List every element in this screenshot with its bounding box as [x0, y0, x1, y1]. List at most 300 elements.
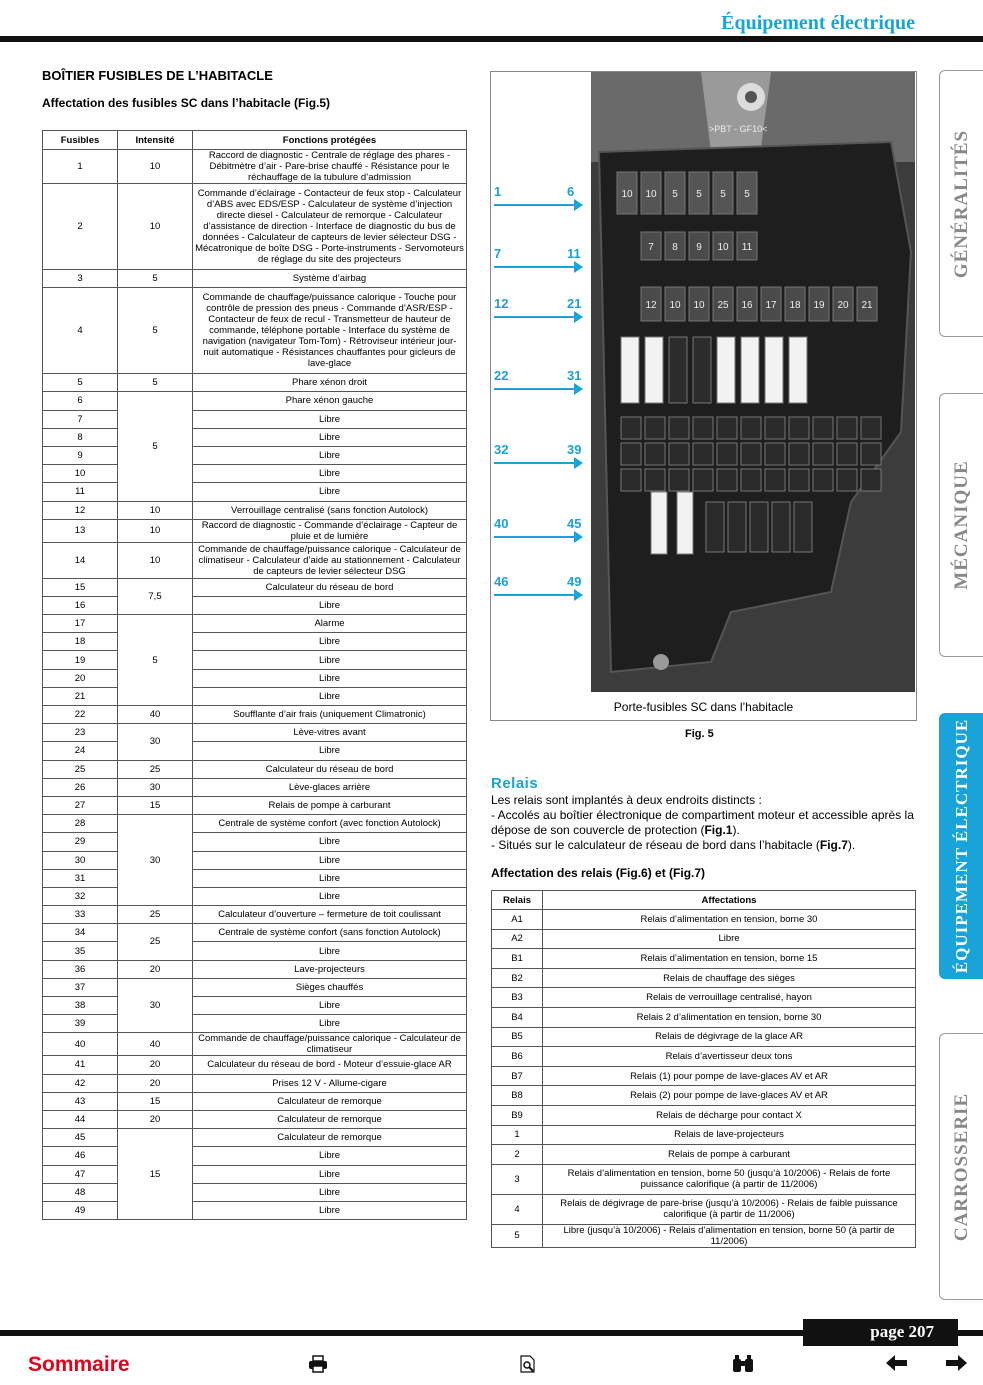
table-row [43, 1183, 467, 1201]
fuse-amperage: 30 [118, 978, 193, 1033]
table-row [492, 1145, 916, 1165]
fuse-slot [765, 337, 783, 403]
range-start-label: 32 [494, 442, 509, 457]
fuse-number: 12 [43, 501, 118, 519]
fuse-slot-label: 16 [741, 300, 753, 311]
fuse-number: 36 [43, 960, 118, 978]
fuse-slot-label: 17 [765, 300, 777, 311]
fuse-table-header [43, 131, 467, 150]
table-row [43, 815, 467, 833]
side-tab-label: GÉNÉRALITÉS [951, 129, 972, 278]
fuse-amperage: 20 [118, 1110, 193, 1128]
fuse-amperage: 25 [118, 924, 193, 960]
relay-assignment: Relais de pompe à carburant [543, 1145, 916, 1165]
table-row [43, 1165, 467, 1183]
table-row [43, 501, 467, 519]
fuse-function: Libre [193, 742, 467, 760]
fuse-slot-label: 18 [789, 300, 801, 311]
fuse-function: Calculateur d’ouverture – fermeture de toit coulissant [193, 906, 467, 924]
relay-assignment: Relais d’alimentation en tension, borne 50 (jusqu’à 10/2006) - Relais de forte puissance calorifique (à partir de 11/2006) [543, 1164, 916, 1194]
relais-title [491, 775, 538, 792]
fuse-function: Libre [193, 669, 467, 687]
relay-id: B5 [492, 1027, 543, 1047]
fuse-slot [693, 417, 713, 439]
fuse-number: 34 [43, 924, 118, 942]
fuse-slot-label: 5 [720, 189, 726, 200]
relay-assignment: Relais de verrouillage centralisé, hayon [543, 988, 916, 1008]
col-header-fuse: Fusibles [43, 131, 118, 150]
section-title: BOÎTIER FUSIBLES DE L’HABITACLE [42, 68, 273, 83]
fuse-slot-label: 10 [621, 189, 633, 200]
fuse-number: 19 [43, 651, 118, 669]
sommaire-link[interactable]: Sommaire [28, 1353, 130, 1376]
fuse-slot-label: 10 [645, 189, 657, 200]
fuse-number: 3 [43, 270, 118, 288]
fuse-number: 32 [43, 887, 118, 905]
fuse-slot [741, 337, 759, 403]
fuse-number: 21 [43, 687, 118, 705]
range-start-label: 1 [494, 184, 502, 199]
fuse-amperage: 40 [118, 1033, 193, 1056]
fuse-function: Lève-glaces arrière [193, 778, 467, 796]
fuse-slot [741, 443, 761, 465]
relay-assignment: Relais d’alimentation en tension, borne 30 [543, 910, 916, 930]
figure-frame [490, 71, 917, 721]
relay-id: B1 [492, 949, 543, 969]
relay-assignment: Relais de chauffage des sièges [543, 968, 916, 988]
fuse-number: 11 [43, 483, 118, 501]
table-row [43, 724, 467, 742]
fuse-function: Libre [193, 833, 467, 851]
fuse-slot-label: 7 [648, 242, 654, 253]
fuse-slot-label: 8 [672, 242, 678, 253]
fuse-slot-label: 20 [837, 300, 849, 311]
fuse-number: 22 [43, 706, 118, 724]
fuse-function: Libre [193, 687, 467, 705]
fuse-function: Libre [193, 869, 467, 887]
fuse-amperage: 5 [118, 615, 193, 706]
fuse-slot [813, 417, 833, 439]
fuse-slot [669, 443, 689, 465]
table-row [43, 778, 467, 796]
fuse-function: Libre [193, 942, 467, 960]
fuse-number: 40 [43, 1033, 118, 1056]
col-header-affectations: Affectations [543, 891, 916, 910]
fuse-function: Raccord de diagnostic - Centrale de réglage des phares - Débitmètre d’air - Pare-brise chauffé - Résistance pour le réchauffage de la tubulure d’admission [193, 150, 467, 184]
fuse-number: 29 [43, 833, 118, 851]
fuse-slot [677, 492, 693, 554]
table-row [43, 519, 467, 542]
fuse-amperage: 30 [118, 778, 193, 796]
fuse-amperage: 20 [118, 960, 193, 978]
fuse-number: 9 [43, 446, 118, 464]
fuse-number: 23 [43, 724, 118, 742]
fuse-slot [837, 469, 857, 491]
table-row [492, 988, 916, 1008]
arrow-left-icon[interactable] [886, 1355, 908, 1376]
relay-id: 2 [492, 1145, 543, 1165]
table-row [492, 1164, 916, 1194]
relais-subtitle: Affectation des relais (Fig.6) et (Fig.7) [491, 866, 706, 880]
relay-assignment: Relais (2) pour pompe de lave-glaces AV et AR [543, 1086, 916, 1106]
fuse-function: Commande d’éclairage - Contacteur de feux stop - Calculateur d’ABS avec EDS/ESP - Calculateur de système d’injection directe diesel - Calculateur de remorque - Calculateur d’assistance de direction - Interface de diagnostic du bus de données - Calculateur de capteurs de levier sélecteur DSG - Mécatronique de boîte DSG - Porte-instruments - Servomoteurs de réglage du site des projecteurs [193, 184, 467, 270]
fuse-number: 47 [43, 1165, 118, 1183]
table-row [43, 960, 467, 978]
fuse-number: 48 [43, 1183, 118, 1201]
arrow-right-icon [574, 261, 583, 273]
range-start-label: 46 [494, 574, 509, 589]
fuse-slot [621, 443, 641, 465]
fuse-function: Système d’airbag [193, 270, 467, 288]
table-row [43, 706, 467, 724]
fuse-function: Libre [193, 483, 467, 501]
fuse-range-pointer [491, 442, 591, 474]
fuse-number: 33 [43, 906, 118, 924]
arrow-right-icon [574, 383, 583, 395]
printer-icon[interactable] [308, 1355, 328, 1378]
relay-id: B4 [492, 1007, 543, 1027]
table-row [492, 1027, 916, 1047]
table-row [43, 374, 467, 392]
fuse-number: 25 [43, 760, 118, 778]
side-tab-label: ÉQUIPEMENT ÉLECTRIQUE [952, 718, 971, 974]
fuse-number: 41 [43, 1056, 118, 1074]
fuse-function: Libre [193, 1165, 467, 1183]
fuse-number: 2 [43, 184, 118, 270]
fuse-number: 26 [43, 778, 118, 796]
fuse-slot [789, 337, 807, 403]
fuse-slot [765, 417, 785, 439]
relay-id: B6 [492, 1047, 543, 1067]
side-tab[interactable] [939, 393, 983, 657]
range-end-label: 31 [567, 368, 582, 383]
fuse-slot [789, 443, 809, 465]
fuse-function: Relais de pompe à carburant [193, 796, 467, 814]
relay-id: B7 [492, 1066, 543, 1086]
fuse-number: 6 [43, 392, 118, 410]
table-row [43, 687, 467, 705]
fuse-slot [693, 337, 711, 403]
table-row [492, 1194, 916, 1224]
col-header-amp: Intensité [118, 131, 193, 150]
relais-intro: Les relais sont implantés à deux endroits distincts : [491, 793, 762, 807]
relay-id: B3 [492, 988, 543, 1008]
table-row [43, 651, 467, 669]
fuse-slot [645, 469, 665, 491]
fuse-function: Libre [193, 633, 467, 651]
relay-assignment: Relais 2 d’alimentation en tension, borne 30 [543, 1007, 916, 1027]
fuse-slot-label: 9 [696, 242, 702, 253]
range-end-label: 39 [567, 442, 582, 457]
fuse-number: 24 [43, 742, 118, 760]
fuse-function: Libre [193, 1201, 467, 1219]
fuse-function: Libre [193, 651, 467, 669]
relay-id: A1 [492, 910, 543, 930]
fuse-amperage: 15 [118, 1092, 193, 1110]
relay-assignment: Relais de dégivrage de la glace AR [543, 1027, 916, 1047]
fuse-slot [861, 443, 881, 465]
fuse-slot [813, 443, 833, 465]
range-end-label: 49 [567, 574, 582, 589]
side-tab[interactable] [939, 70, 983, 337]
fuse-function: Centrale de système confort (sans fonction Autolock) [193, 924, 467, 942]
table-row [43, 1056, 467, 1074]
fuse-slot-label: 19 [813, 300, 825, 311]
table-row [43, 997, 467, 1015]
table-row [43, 851, 467, 869]
fuse-number: 42 [43, 1074, 118, 1092]
fuse-amperage: 25 [118, 760, 193, 778]
relay-id: B2 [492, 968, 543, 988]
arrow-right-icon [574, 457, 583, 469]
fuse-slot-label: 21 [861, 300, 873, 311]
fuse-slot [765, 443, 785, 465]
fuse-function: Libre [193, 428, 467, 446]
range-start-label: 22 [494, 368, 509, 383]
range-end-label: 11 [567, 246, 581, 261]
fuse-slot [706, 502, 724, 552]
range-end-label: 6 [567, 184, 575, 199]
fuse-function: Libre [193, 410, 467, 428]
relay-table-header [492, 891, 916, 910]
fuse-slot [750, 502, 768, 552]
fuse-slot-label: 25 [717, 300, 729, 311]
fuse-range-pointer [491, 516, 591, 548]
pointer-line [494, 266, 576, 268]
fuse-number: 44 [43, 1110, 118, 1128]
table-row [43, 150, 467, 184]
table-row [43, 392, 467, 410]
fuse-number: 27 [43, 796, 118, 814]
arrow-right-icon [574, 589, 583, 601]
fuse-function: Soufflante d’air frais (uniquement Climatronic) [193, 706, 467, 724]
fuse-number: 39 [43, 1015, 118, 1033]
fuse-amperage: 10 [118, 501, 193, 519]
relay-assignment: Relais d’avertisseur deux tons [543, 1047, 916, 1067]
relay-assignment: Relais de lave-projecteurs [543, 1125, 916, 1145]
fuse-function: Prises 12 V - Allume-cigare [193, 1074, 467, 1092]
pointer-line [494, 594, 576, 596]
fuse-slot [645, 417, 665, 439]
side-tab-label: MÉCANIQUE [951, 460, 972, 590]
table-row [43, 833, 467, 851]
fuse-number: 38 [43, 997, 118, 1015]
fuse-number: 37 [43, 978, 118, 996]
fuse-slot [621, 417, 641, 439]
fuse-slot-label: 5 [672, 189, 678, 200]
fuse-number: 49 [43, 1201, 118, 1219]
table-row [492, 929, 916, 949]
table-row [43, 924, 467, 942]
fuse-amperage: 10 [118, 150, 193, 184]
table-row [492, 1047, 916, 1067]
fuse-amperage: 7,5 [118, 578, 193, 614]
fuse-function: Calculateur du réseau de bord - Moteur d’essuie-glace AR [193, 1056, 467, 1074]
table-row [492, 968, 916, 988]
fuse-amperage: 10 [118, 519, 193, 542]
fuse-slot [765, 469, 785, 491]
fuse-number: 20 [43, 669, 118, 687]
fuse-number: 10 [43, 465, 118, 483]
table-row [492, 1224, 916, 1247]
table-row [43, 633, 467, 651]
range-start-label: 12 [494, 296, 509, 311]
fuse-function: Centrale de système confort (avec fonction Autolock) [193, 815, 467, 833]
fuse-number: 7 [43, 410, 118, 428]
fuse-slot [669, 337, 687, 403]
fuse-number: 16 [43, 596, 118, 614]
table-row [43, 942, 467, 960]
fuse-number: 18 [43, 633, 118, 651]
table-row [43, 1074, 467, 1092]
fuse-number: 1 [43, 150, 118, 184]
table-row [492, 1086, 916, 1106]
table-row [43, 184, 467, 270]
fuse-number: 14 [43, 542, 118, 578]
table-row [43, 1129, 467, 1147]
fuse-slot [861, 469, 881, 491]
fuse-subtitle: Affectation des fusibles SC dans l’habitacle (Fig.5) [42, 96, 331, 110]
col-header-func: Fonctions protégées [193, 131, 467, 150]
fuse-range-pointer [491, 184, 591, 216]
table-row [43, 270, 467, 288]
table-row [43, 906, 467, 924]
fuse-slot [645, 337, 663, 403]
fuse-amperage: 5 [118, 270, 193, 288]
fuse-slot [789, 417, 809, 439]
arrow-right-icon [574, 199, 583, 211]
fuse-slot-label: 10 [693, 300, 705, 311]
fuse-slot-label: 10 [717, 242, 729, 253]
fuse-slot-label: 12 [645, 300, 657, 311]
table-row [43, 1147, 467, 1165]
fuse-slot [621, 469, 641, 491]
fuse-function: Verrouillage centralisé (sans fonction Autolock) [193, 501, 467, 519]
fuse-function: Libre [193, 596, 467, 614]
table-row [43, 1015, 467, 1033]
fuse-range-pointer [491, 368, 591, 400]
fuse-range-pointer [491, 296, 591, 328]
range-start-label: 40 [494, 516, 509, 531]
fuse-function: Raccord de diagnostic - Commande d’éclairage - Capteur de pluie et de lumière [193, 519, 467, 542]
table-row [43, 410, 467, 428]
table-row [43, 428, 467, 446]
pointer-line [494, 316, 576, 318]
header-title: Équipement électrique [721, 12, 915, 34]
table-row [43, 1033, 467, 1056]
col-header-relais: Relais [492, 891, 543, 910]
table-row [43, 615, 467, 633]
top-rule [0, 36, 983, 42]
fuse-function: Phare xénon droit [193, 374, 467, 392]
table-row [43, 288, 467, 374]
fuse-function: Lave-projecteurs [193, 960, 467, 978]
table-row [43, 465, 467, 483]
fuse-function: Phare xénon gauche [193, 392, 467, 410]
relay-id: B9 [492, 1105, 543, 1125]
table-row [43, 1092, 467, 1110]
relais-bullet-1: - Accolés au boîtier électronique de compartiment moteur et accessible après la dépose de son couvercle de protection (Fig.1). [491, 808, 914, 837]
side-tab[interactable] [939, 713, 983, 979]
fuse-number: 4 [43, 288, 118, 374]
fuse-slot [693, 469, 713, 491]
relay-id: B8 [492, 1086, 543, 1106]
table-row [492, 1066, 916, 1086]
pointer-line [494, 388, 576, 390]
fuse-amperage: 10 [118, 542, 193, 578]
connector-label: >PBT - GF10< [709, 124, 768, 134]
relay-id: 4 [492, 1194, 543, 1224]
fuse-slot [651, 492, 667, 554]
table-row [43, 760, 467, 778]
table-row [492, 1105, 916, 1125]
zoom-page-icon[interactable] [519, 1355, 537, 1378]
fuse-range-pointer [491, 246, 591, 278]
binoculars-icon[interactable] [731, 1355, 755, 1378]
fuse-slot-label: 11 [741, 242, 753, 253]
arrow-right-icon [574, 531, 583, 543]
fuse-slot [693, 443, 713, 465]
range-end-label: 21 [567, 296, 582, 311]
fuse-slot [669, 469, 689, 491]
fuse-function: Calculateur du réseau de bord [193, 578, 467, 596]
fuse-amperage: 15 [118, 1129, 193, 1220]
fuse-number: 13 [43, 519, 118, 542]
fuse-function: Libre [193, 1183, 467, 1201]
arrow-right-icon[interactable] [945, 1355, 967, 1376]
relay-assignment: Relais (1) pour pompe de lave-glaces AV et AR [543, 1066, 916, 1086]
table-row [492, 910, 916, 930]
fuse-amperage: 5 [118, 392, 193, 501]
relay-assignment: Relais de dégivrage de pare-brise (jusqu’à 10/2006) - Relais de faible puissance calorifique (à partir de 11/2006) [543, 1194, 916, 1224]
pointer-line [494, 462, 576, 464]
relay-assignment: Libre [543, 929, 916, 949]
fuse-slot [741, 417, 761, 439]
relais-title-text: Relais [491, 775, 539, 792]
page-number: page 207 [870, 1322, 934, 1341]
fuse-function: Libre [193, 1147, 467, 1165]
fuse-amperage: 40 [118, 706, 193, 724]
fuse-amperage: 15 [118, 796, 193, 814]
page-number-box [803, 1319, 958, 1346]
table-row [43, 542, 467, 578]
fuse-range-pointer [491, 574, 591, 606]
fuse-function: Libre [193, 446, 467, 464]
fuse-number: 46 [43, 1147, 118, 1165]
fuse-slot [772, 502, 790, 552]
fuse-amperage: 5 [118, 374, 193, 392]
fuse-amperage: 30 [118, 724, 193, 760]
figure-label: Fig. 5 [685, 728, 714, 740]
side-tab[interactable] [939, 1033, 983, 1300]
fuse-amperage: 5 [118, 288, 193, 374]
relais-bullet-2: - Situés sur le calculateur de réseau de bord dans l’habitacle (Fig.7). [491, 838, 856, 852]
fuse-slot [717, 443, 737, 465]
fuse-number: 5 [43, 374, 118, 392]
fuse-function: Lève-vitres avant [193, 724, 467, 742]
fuse-box-photo [591, 72, 915, 692]
fuse-slot [789, 469, 809, 491]
fuse-function: Libre [193, 887, 467, 905]
fuse-slot [645, 443, 665, 465]
relay-id: A2 [492, 929, 543, 949]
table-row [43, 887, 467, 905]
table-row [43, 1201, 467, 1219]
fuse-number: 28 [43, 815, 118, 833]
fuse-number: 45 [43, 1129, 118, 1147]
fuse-number: 15 [43, 578, 118, 596]
table-row [43, 578, 467, 596]
